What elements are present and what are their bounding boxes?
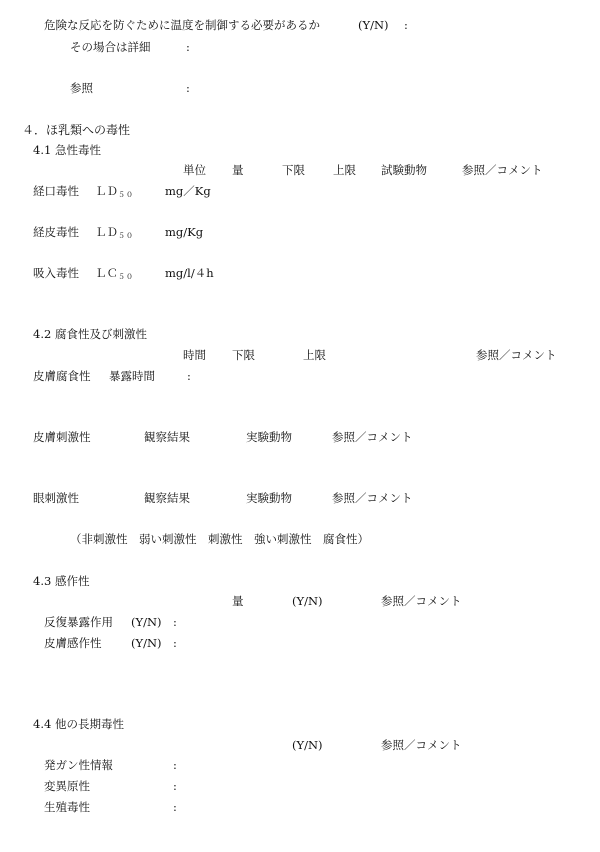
- eye-irritation-label: 眼刺激性: [33, 491, 79, 505]
- acute-header-amount: 量: [232, 163, 244, 177]
- oral-toxicity-unit: mg／Kg: [165, 184, 211, 198]
- inhalation-toxicity-metric: ＬＣ$_{50}$: [95, 266, 134, 281]
- skin-irritation-obs: 観察結果: [144, 430, 190, 444]
- temp-control-question: 危険な反応を防ぐために温度を制御する必要があるか: [44, 18, 320, 32]
- skin-sensitization-colon: :: [173, 636, 177, 650]
- skin-sensitization-yn: (Y/N): [131, 636, 162, 650]
- corrosion-header-ref: 参照／コメント: [476, 348, 557, 362]
- details-label: その場合は詳細: [70, 40, 151, 54]
- reproductive-toxicity-colon: :: [173, 800, 177, 814]
- reproductive-toxicity-label: 生殖毒性: [44, 800, 90, 814]
- acute-header-upper: 上限: [333, 163, 356, 177]
- inhalation-toxicity-unit: mg/l/４h: [165, 266, 214, 280]
- eye-irritation-obs: 観察結果: [144, 491, 190, 505]
- skin-irritation-ref: 参照／コメント: [332, 430, 413, 444]
- long-term-header-yn: (Y/N): [292, 738, 323, 752]
- long-term-header-ref: 参照／コメント: [381, 738, 462, 752]
- exposure-time-label: 暴露時間: [109, 369, 155, 383]
- ref-label: 参照: [70, 81, 93, 95]
- irritation-scale: （非刺激性 弱い刺激性 刺激性 強い刺激性 腐食性）: [70, 532, 369, 546]
- skin-irritation-animal: 実験動物: [246, 430, 292, 444]
- corrosion-header-lower: 下限: [232, 348, 255, 362]
- acute-title: 4.1 急性毒性: [33, 143, 101, 157]
- temp-control-yn: (Y/N): [358, 18, 389, 32]
- sensitization-title: 4.3 感作性: [33, 574, 90, 588]
- corrosion-title: 4.2 腐食性及び刺激性: [33, 327, 147, 341]
- carcinogenicity-colon: :: [173, 758, 177, 772]
- skin-sensitization-label: 皮膚感作性: [44, 636, 102, 650]
- sensitization-header-ref: 参照／コメント: [381, 594, 462, 608]
- sensitization-header-yn: (Y/N): [292, 594, 323, 608]
- repeated-exposure-colon: :: [173, 615, 177, 629]
- long-term-title: 4.4 他の長期毒性: [33, 717, 124, 731]
- dermal-toxicity-metric: ＬＤ$_{50}$: [95, 225, 134, 240]
- oral-toxicity-label: 経口毒性: [33, 184, 79, 198]
- eye-irritation-ref: 参照／コメント: [332, 491, 413, 505]
- inhalation-toxicity-label: 吸入毒性: [33, 266, 79, 280]
- acute-header-animal: 試験動物: [381, 163, 427, 177]
- dermal-toxicity-unit: mg/Kg: [165, 225, 204, 239]
- section4-title: ４．ほ乳類への毒性: [22, 123, 131, 137]
- corrosion-header-time: 時間: [183, 348, 206, 362]
- oral-toxicity-metric: ＬＤ$_{50}$: [95, 184, 134, 199]
- skin-corrosion-label: 皮膚腐食性: [33, 369, 91, 383]
- ref-colon: :: [186, 81, 190, 95]
- exposure-time-colon: :: [187, 369, 191, 383]
- skin-irritation-label: 皮膚刺激性: [33, 430, 91, 444]
- dermal-toxicity-label: 経皮毒性: [33, 225, 79, 239]
- details-colon: :: [186, 40, 190, 54]
- sensitization-header-amount: 量: [232, 594, 244, 608]
- acute-header-ref: 参照／コメント: [462, 163, 543, 177]
- mutagenicity-colon: :: [173, 779, 177, 793]
- repeated-exposure-yn: (Y/N): [131, 615, 162, 629]
- repeated-exposure-label: 反復暴露作用: [44, 615, 113, 629]
- acute-header-lower: 下限: [282, 163, 305, 177]
- mutagenicity-label: 変異原性: [44, 779, 90, 793]
- eye-irritation-animal: 実験動物: [246, 491, 292, 505]
- temp-control-colon: :: [404, 18, 408, 32]
- acute-header-unit: 単位: [183, 163, 206, 177]
- carcinogenicity-label: 発ガン性情報: [44, 758, 113, 772]
- corrosion-header-upper: 上限: [303, 348, 326, 362]
